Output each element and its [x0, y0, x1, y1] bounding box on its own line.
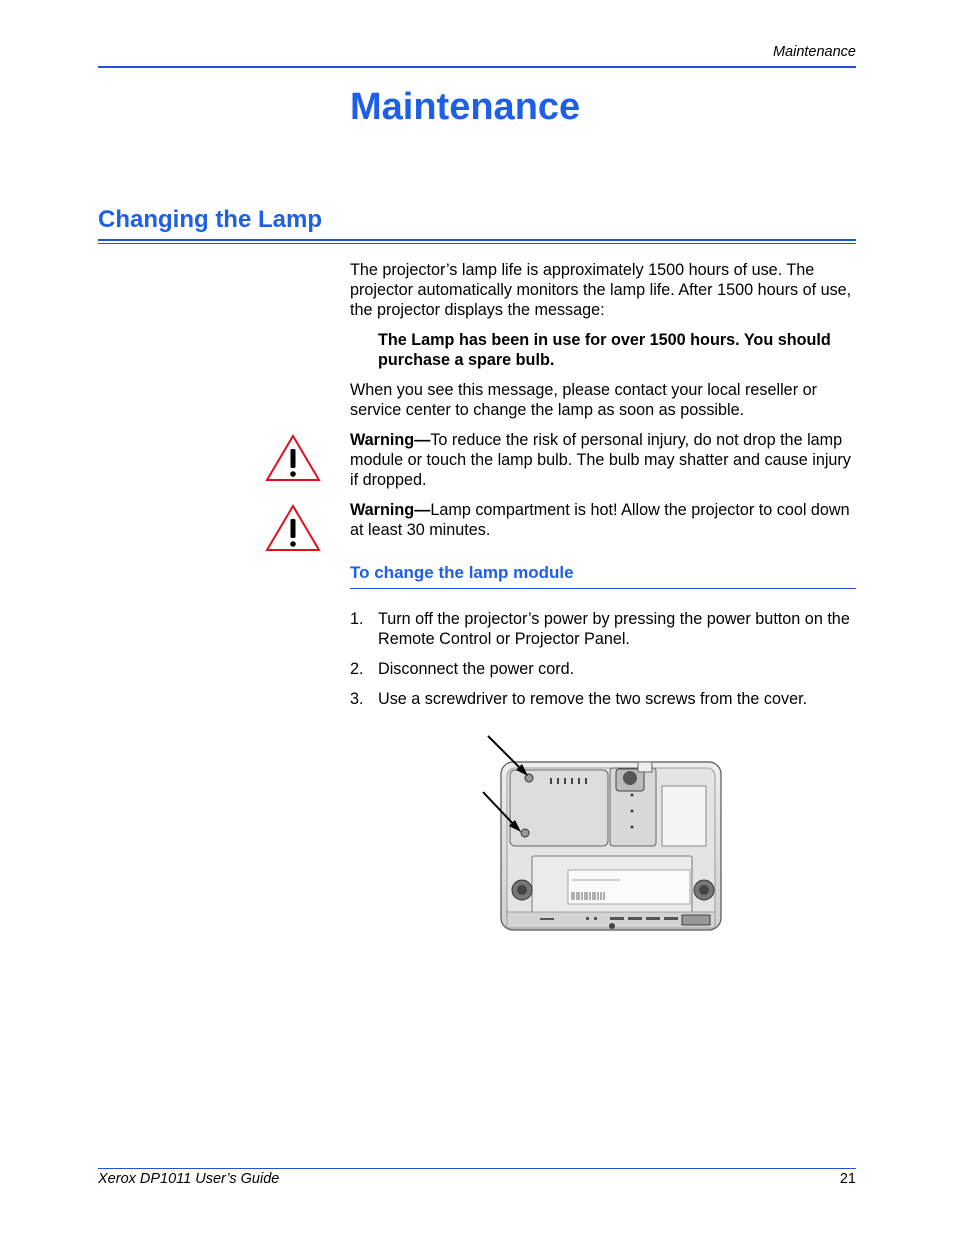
header-rule	[98, 66, 856, 68]
page-number: 21	[839, 1171, 856, 1187]
subsection-heading: To change the lamp module	[350, 563, 574, 582]
step-number: 1.	[350, 610, 364, 628]
step-item	[350, 659, 856, 679]
intro-paragraph: The projector’s lamp life is approximately 1500 hours of use. The projector automatically monitors the lamp life. After 1500 hours of use, the projector displays the message:	[350, 261, 852, 319]
warning-triangle-icon	[264, 503, 322, 553]
after-message-paragraph: When you see this message, please contact your local reseller or service center to change the lamp as soon as possible.	[350, 381, 817, 419]
warning-2	[350, 500, 856, 540]
running-header: Maintenance	[772, 44, 856, 60]
step-text: Disconnect the power cord.	[378, 660, 575, 678]
section-heading: Changing the Lamp	[98, 206, 322, 233]
step-number: 3.	[350, 690, 364, 708]
warning-2-label: Warning—	[350, 501, 431, 519]
warning-1-text: To reduce the risk of personal injury, do not drop the lamp module or touch the lamp bulb. The bulb may shatter and cause injury if dropped.	[350, 431, 851, 489]
section-rule-thick	[98, 239, 856, 241]
footer-rule	[98, 1168, 856, 1169]
page-title: Maintenance	[350, 86, 581, 128]
section-rule-thin	[98, 243, 856, 244]
step-item	[350, 689, 856, 709]
lamp-message: The Lamp has been in use for over 1500 hours. You should purchase a spare bulb.	[378, 331, 831, 369]
step-text: Turn off the projector’s power by pressing the power button on the Remote Control or Projector Panel.	[378, 610, 850, 648]
footer-guide-title: Xerox DP1011 User’s Guide	[98, 1171, 280, 1187]
warning-2-text: Lamp compartment is hot! Allow the projector to cool down at least 30 minutes.	[350, 501, 850, 539]
subsection-rule	[350, 588, 856, 589]
warning-1	[350, 430, 856, 490]
warning-1-label: Warning—	[350, 431, 431, 449]
warning-triangle-icon	[264, 433, 322, 483]
step-number: 2.	[350, 660, 364, 678]
step-item	[350, 609, 856, 649]
projector-underside-illustration	[480, 732, 724, 936]
step-text: Use a screwdriver to remove the two screws from the cover.	[378, 690, 808, 708]
